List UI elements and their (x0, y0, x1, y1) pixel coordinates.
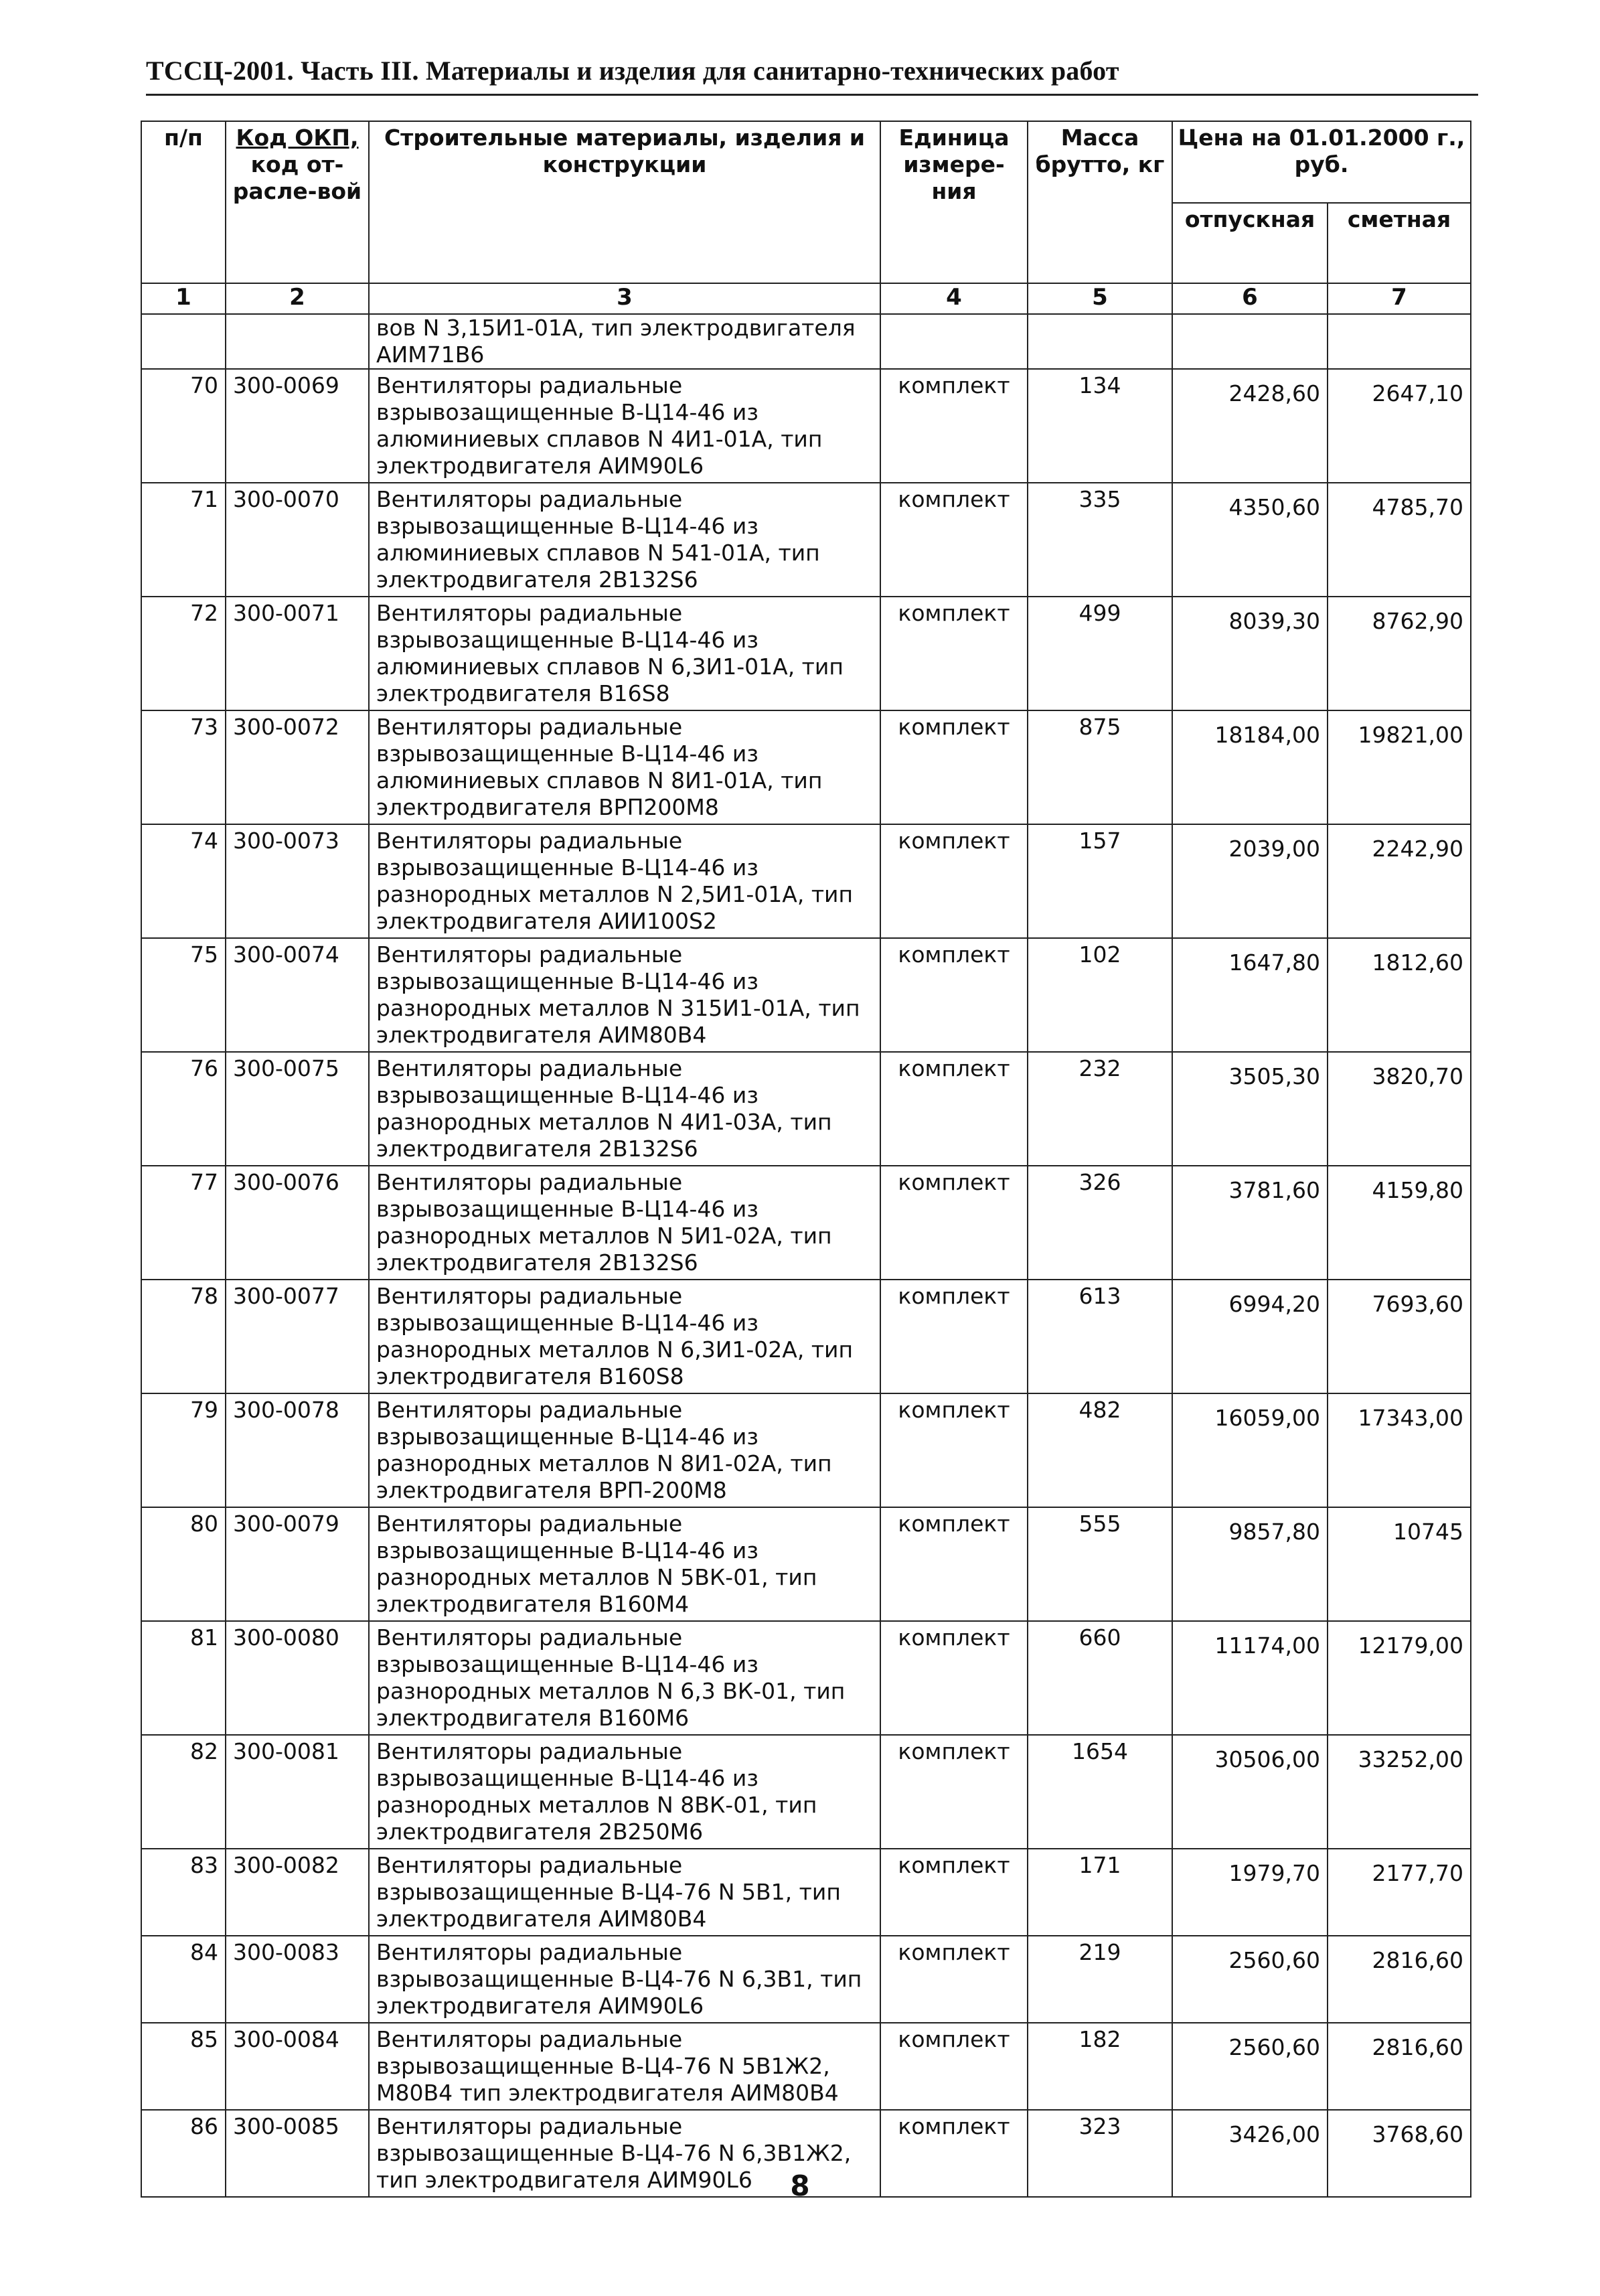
cell-no: 76 (141, 1052, 226, 1166)
cell-unit: комплект (880, 2110, 1028, 2197)
cell-estimate: 33252,00 (1328, 1735, 1471, 1849)
cell-code: 300-0077 (226, 1280, 369, 1393)
column-number: 2 (226, 283, 369, 314)
cell-mass: 613 (1028, 1280, 1172, 1393)
cell-price: 3781,60 (1172, 1166, 1328, 1280)
cell-code: 300-0083 (226, 1936, 369, 2023)
cell-no: 79 (141, 1393, 226, 1507)
cell-estimate: 2242,90 (1328, 824, 1471, 938)
page-number: 8 (790, 2169, 810, 2202)
cell-description: Вентиляторы радиальные взрывозащищенные В-Ц14-46 из алюминиевых сплавов N 541-01А, тип электродвигателя 2В132S6 (369, 483, 880, 597)
cell-price: 2560,60 (1172, 2023, 1328, 2110)
table-row (141, 2023, 1471, 2110)
cell-price: 6994,20 (1172, 1280, 1328, 1393)
cell-estimate: 2177,70 (1328, 1849, 1471, 1936)
cell-unit: комплект (880, 1052, 1028, 1166)
cell-estimate: 3768,60 (1328, 2110, 1471, 2197)
cell-unit: комплект (880, 1166, 1028, 1280)
cell-estimate: 12179,00 (1328, 1621, 1471, 1735)
cell-no: 75 (141, 938, 226, 1052)
cell-unit: комплект (880, 1280, 1028, 1393)
cell-description: вов N 3,15И1-01А, тип электродвигателя АИМ71В6 (369, 314, 880, 369)
cell-no: 72 (141, 597, 226, 710)
cell-description: Вентиляторы радиальные взрывозащищенные В-Ц4-76 N 6,3В1, тип электродвигателя АИМ90L6 (369, 1936, 880, 2023)
cell-no: 77 (141, 1166, 226, 1280)
cell-price: 8039,30 (1172, 597, 1328, 710)
cell-description: Вентиляторы радиальные взрывозащищенные В-Ц14-46 из разнородных металлов N 5И1-02А, тип электродвигателя 2В132S6 (369, 1166, 880, 1280)
cell-estimate: 4785,70 (1328, 483, 1471, 597)
cell-mass: 102 (1028, 938, 1172, 1052)
cell-no: 80 (141, 1507, 226, 1621)
cell-price: 2560,60 (1172, 1936, 1328, 2023)
cell-description: Вентиляторы радиальные взрывозащищенные В-Ц14-46 из разнородных металлов N 5ВК-01, тип электродвигателя В160М4 (369, 1507, 880, 1621)
cell-unit: комплект (880, 1735, 1028, 1849)
cell-unit: комплект (880, 369, 1028, 483)
cell-no: 70 (141, 369, 226, 483)
table-row (141, 1052, 1471, 1166)
cell-no (141, 314, 226, 369)
cell-price: 11174,00 (1172, 1621, 1328, 1735)
cell-code: 300-0073 (226, 824, 369, 938)
cell-unit: комплект (880, 1621, 1028, 1735)
cell-code: 300-0075 (226, 1052, 369, 1166)
cell-mass: 660 (1028, 1621, 1172, 1735)
cell-mass: 219 (1028, 1936, 1172, 2023)
cell-mass: 182 (1028, 2023, 1172, 2110)
cell-description: Вентиляторы радиальные взрывозащищенные В-Ц4-76 N 5В1, тип электродвигателя АИМ80В4 (369, 1849, 880, 1936)
column-number: 3 (369, 283, 880, 314)
cell-price: 18184,00 (1172, 710, 1328, 824)
header-name: Строительные материалы, изделия и конструкции (369, 121, 880, 283)
cell-code: 300-0081 (226, 1735, 369, 1849)
table-row (141, 1507, 1471, 1621)
cell-unit: комплект (880, 824, 1028, 938)
table-row (141, 483, 1471, 597)
continuation-row (141, 314, 1471, 369)
cell-estimate: 7693,60 (1328, 1280, 1471, 1393)
cell-description: Вентиляторы радиальные взрывозащищенные В-Ц14-46 из разнородных металлов N 6,3 ВК-01, тип электродвигателя В160М6 (369, 1621, 880, 1735)
table-row (141, 1280, 1471, 1393)
cell-no: 85 (141, 2023, 226, 2110)
cell-price: 9857,80 (1172, 1507, 1328, 1621)
cell-unit: комплект (880, 483, 1028, 597)
cell-no: 81 (141, 1621, 226, 1735)
header-price-group: Цена на 01.01.2000 г., руб. (1172, 121, 1471, 203)
cell-description: Вентиляторы радиальные взрывозащищенные В-Ц14-46 из разнородных металлов N 8ВК-01, тип электродвигателя 2В250М6 (369, 1735, 880, 1849)
cell-mass: 499 (1028, 597, 1172, 710)
cell-mass: 323 (1028, 2110, 1172, 2197)
table-row (141, 369, 1471, 483)
cell-mass: 157 (1028, 824, 1172, 938)
cell-code: 300-0080 (226, 1621, 369, 1735)
header-rule (146, 94, 1478, 96)
table-row (141, 1936, 1471, 2023)
table-row (141, 824, 1471, 938)
running-header: ТССЦ-2001. Часть III. Материалы и изделия для санитарно-технических работ (146, 56, 1119, 86)
cell-code (226, 314, 369, 369)
cell-estimate (1328, 314, 1471, 369)
cell-estimate: 4159,80 (1328, 1166, 1471, 1280)
cell-code: 300-0078 (226, 1393, 369, 1507)
cell-unit: комплект (880, 1507, 1028, 1621)
cell-description: Вентиляторы радиальные взрывозащищенные В-Ц14-46 из разнородных металлов N 4И1-03А, тип электродвигателя 2В132S6 (369, 1052, 880, 1166)
cell-description: Вентиляторы радиальные взрывозащищенные В-Ц14-46 из разнородных металлов N 315И1-01А, тип электродвигателя АИМ80В4 (369, 938, 880, 1052)
cell-code: 300-0069 (226, 369, 369, 483)
cell-description: Вентиляторы радиальные взрывозащищенные В-Ц14-46 из разнородных металлов N 6,3И1-02А, тип электродвигателя В160S8 (369, 1280, 880, 1393)
cell-price: 3505,30 (1172, 1052, 1328, 1166)
table-row (141, 597, 1471, 710)
cell-description: Вентиляторы радиальные взрывозащищенные В-Ц4-76 N 6,3В1Ж2, тип электродвигателя АИМ90L6 (369, 2110, 880, 2197)
header-code (226, 121, 369, 283)
table-row (141, 1166, 1471, 1280)
cell-code: 300-0070 (226, 483, 369, 597)
table-row (141, 710, 1471, 824)
cell-no: 71 (141, 483, 226, 597)
header-price-release: отпускная (1172, 203, 1328, 283)
header-code-rest: код от-расле-вой (232, 151, 362, 204)
column-number: 5 (1028, 283, 1172, 314)
cell-unit (880, 314, 1028, 369)
cell-description: Вентиляторы радиальные взрывозащищенные В-Ц14-46 из разнородных металлов N 8И1-02А, тип электродвигателя ВРП-200М8 (369, 1393, 880, 1507)
cell-no: 82 (141, 1735, 226, 1849)
cell-description: Вентиляторы радиальные взрывозащищенные В-Ц14-46 из алюминиевых сплавов N 6,3И1-01А, тип электродвигателя В16S8 (369, 597, 880, 710)
column-number: 4 (880, 283, 1028, 314)
cell-price: 2428,60 (1172, 369, 1328, 483)
header-code-okp: Код ОКП, (236, 125, 359, 151)
cell-estimate: 2647,10 (1328, 369, 1471, 483)
header-row-top (141, 121, 1471, 203)
cell-description: Вентиляторы радиальные взрывозащищенные В-Ц14-46 из разнородных металлов N 2,5И1-01А, тип электродвигателя АИИ100S2 (369, 824, 880, 938)
cell-no: 86 (141, 2110, 226, 2197)
cell-description: Вентиляторы радиальные взрывозащищенные В-Ц14-46 из алюминиевых сплавов N 4И1-01А, тип электродвигателя АИМ90L6 (369, 369, 880, 483)
table-body (141, 314, 1471, 2197)
cell-code: 300-0071 (226, 597, 369, 710)
cell-estimate: 8762,90 (1328, 597, 1471, 710)
cell-mass: 335 (1028, 483, 1172, 597)
cell-code: 300-0076 (226, 1166, 369, 1280)
cell-unit: комплект (880, 1849, 1028, 1936)
column-number: 1 (141, 283, 226, 314)
cell-estimate: 2816,60 (1328, 2023, 1471, 2110)
cell-price: 16059,00 (1172, 1393, 1328, 1507)
header-price-estimate: сметная (1328, 203, 1471, 283)
cell-unit: комплект (880, 2023, 1028, 2110)
cell-unit: комплект (880, 597, 1028, 710)
cell-mass: 326 (1028, 1166, 1172, 1280)
cell-mass: 555 (1028, 1507, 1172, 1621)
table-row (141, 1735, 1471, 1849)
cell-unit: комплект (880, 1936, 1028, 2023)
cell-mass: 875 (1028, 710, 1172, 824)
cell-price: 2039,00 (1172, 824, 1328, 938)
cell-estimate: 10745 (1328, 1507, 1471, 1621)
cell-price: 3426,00 (1172, 2110, 1328, 2197)
cell-unit: комплект (880, 938, 1028, 1052)
cell-description: Вентиляторы радиальные взрывозащищенные В-Ц4-76 N 5В1Ж2, М80В4 тип электродвигателя АИМ80В4 (369, 2023, 880, 2110)
cell-estimate: 17343,00 (1328, 1393, 1471, 1507)
cell-no: 83 (141, 1849, 226, 1936)
column-number-row (141, 283, 1471, 314)
header-mass: Масса брутто, кг (1028, 121, 1172, 283)
cell-price (1172, 314, 1328, 369)
header-unit: Единица измере-ния (880, 121, 1028, 283)
column-number: 6 (1172, 283, 1328, 314)
cell-code: 300-0072 (226, 710, 369, 824)
cell-price: 4350,60 (1172, 483, 1328, 597)
cell-description: Вентиляторы радиальные взрывозащищенные В-Ц14-46 из алюминиевых сплавов N 8И1-01А, тип электродвигателя ВРП200М8 (369, 710, 880, 824)
cell-code: 300-0074 (226, 938, 369, 1052)
cell-price: 30506,00 (1172, 1735, 1328, 1849)
cell-estimate: 1812,60 (1328, 938, 1471, 1052)
cell-no: 78 (141, 1280, 226, 1393)
cell-mass: 171 (1028, 1849, 1172, 1936)
table-row (141, 1621, 1471, 1735)
cell-code: 300-0082 (226, 1849, 369, 1936)
price-table (141, 121, 1471, 2198)
cell-unit: комплект (880, 1393, 1028, 1507)
cell-mass (1028, 314, 1172, 369)
table-row (141, 1849, 1471, 1936)
cell-mass: 482 (1028, 1393, 1172, 1507)
cell-price: 1647,80 (1172, 938, 1328, 1052)
cell-mass: 1654 (1028, 1735, 1172, 1849)
cell-unit: комплект (880, 710, 1028, 824)
table-row (141, 938, 1471, 1052)
table-row (141, 1393, 1471, 1507)
cell-no: 84 (141, 1936, 226, 2023)
cell-code: 300-0085 (226, 2110, 369, 2197)
cell-estimate: 2816,60 (1328, 1936, 1471, 2023)
column-number: 7 (1328, 283, 1471, 314)
cell-price: 1979,70 (1172, 1849, 1328, 1936)
cell-code: 300-0084 (226, 2023, 369, 2110)
cell-mass: 232 (1028, 1052, 1172, 1166)
cell-code: 300-0079 (226, 1507, 369, 1621)
cell-mass: 134 (1028, 369, 1172, 483)
cell-no: 73 (141, 710, 226, 824)
cell-estimate: 3820,70 (1328, 1052, 1471, 1166)
cell-estimate: 19821,00 (1328, 710, 1471, 824)
cell-no: 74 (141, 824, 226, 938)
header-no: п/п (141, 121, 226, 283)
